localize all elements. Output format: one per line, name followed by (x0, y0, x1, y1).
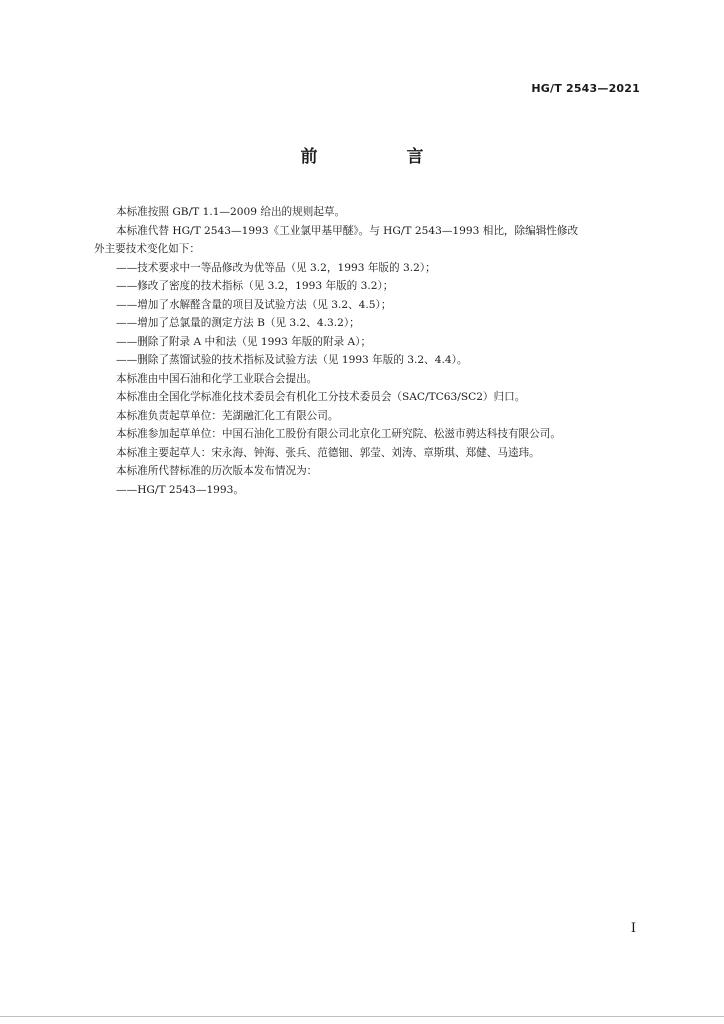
replaces-paragraph-line1: 本标准代替 HG/T 2543—1993《工业氯甲基甲醚》。与 HG/T 2543—1993 相比，除编辑性修改 (116, 224, 579, 237)
replaces-paragraph-line2: 外主要技术变化如下： (94, 243, 200, 255)
proposed-by-paragraph: 本标准由中国石油和化学工业联合会提出。 (116, 372, 318, 385)
history-item-1: ——HG/T 2543—1993。 (116, 483, 244, 496)
standard-code: HG/T 2543—2021 (531, 82, 640, 95)
drafting-rule-paragraph: 本标准按照 GB/T 1.1—2009 给出的规则起草。 (116, 206, 346, 218)
change-item-6: ——删除了蒸馏试验的技术指标及试验方法（见 1993 年版的 3.2、4.4）。 (116, 354, 468, 366)
history-intro-paragraph: 本标准所代替标准的历次版本发布情况为： (116, 465, 318, 477)
page-number: I (630, 921, 636, 936)
jurisdiction-paragraph: 本标准由全国化学标准化技术委员会有机化工分技术委员会（SAC/TC63/SC2）归口。 (116, 391, 526, 403)
foreword-body (94, 203, 646, 499)
participating-drafters-paragraph: 本标准参加起草单位：中国石油化工股份有限公司北京化工研究院、松滋市骋达科技有限公司。 (116, 428, 561, 440)
change-item-5: ——删除了附录 A 中和法（见 1993 年版的附录 A）； (116, 335, 372, 348)
main-drafters-paragraph: 本标准主要起草人：宋永海、钟海、张兵、范德钿、郭莹、刘涛、章斯琪、郑健、马逵玮。 (116, 446, 540, 459)
change-item-2: ——修改了密度的技术指标（见 3.2，1993 年版的 3.2）； (116, 280, 394, 292)
bottom-divider (0, 1016, 724, 1017)
change-item-4: ——增加了总氯量的测定方法 B（见 3.2、4.3.2）； (116, 317, 360, 329)
responsible-drafter-paragraph: 本标准负责起草单位：芜湖融汇化工有限公司。 (116, 409, 339, 422)
change-item-1: ——技术要求中一等品修改为优等品（见 3.2，1993 年版的 3.2）； (116, 261, 436, 274)
change-item-3: ——增加了水解醛含量的项目及试验方法（见 3.2、4.5）； (116, 298, 392, 311)
page-title: 前 言 (300, 147, 460, 167)
